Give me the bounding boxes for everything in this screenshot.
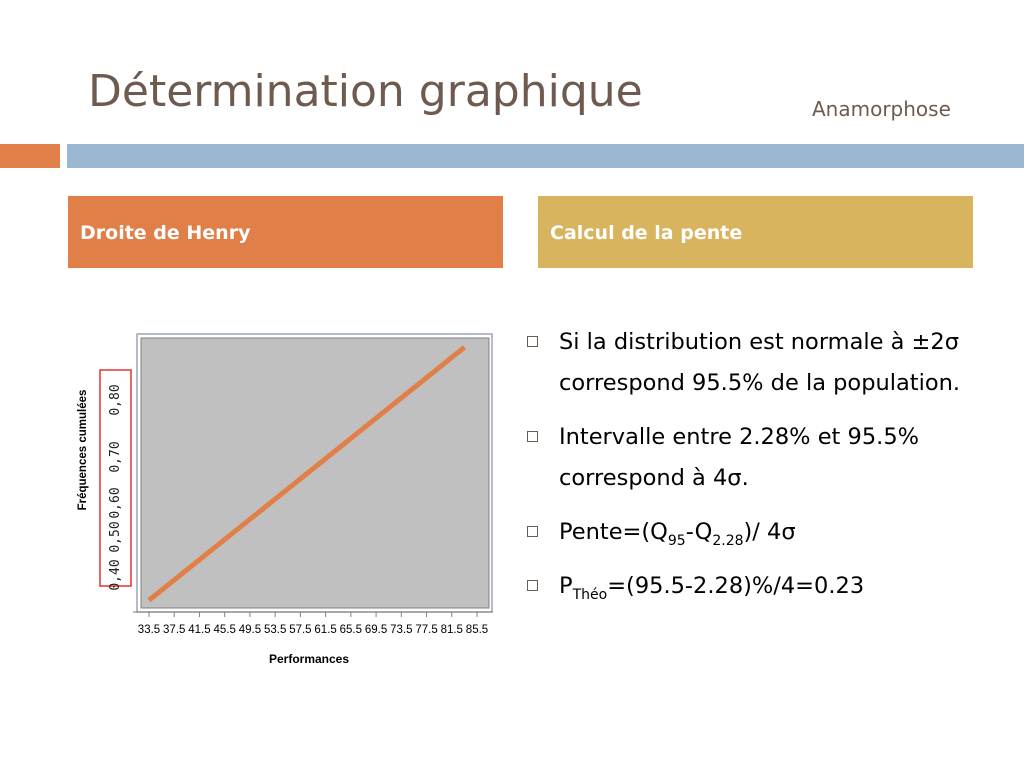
header-calcul-pente: Calcul de la pente [538, 196, 973, 268]
henry-line-chart [62, 320, 502, 680]
x-tick-label: 37.5 [163, 624, 186, 636]
bullet-item [524, 322, 994, 404]
square-bullet-icon [527, 580, 538, 591]
x-tick-label: 33.5 [137, 624, 161, 636]
square-bullet-icon [527, 336, 538, 347]
x-tick-label: 65.5 [339, 624, 363, 636]
x-tick-label: 45.5 [213, 624, 236, 636]
y-tick-label: 0,70 [108, 441, 123, 473]
bullet-text-prefix: P [559, 573, 573, 599]
y-axis-label: Fréquences cumulées [77, 389, 89, 511]
x-tick-label: 85.5 [465, 624, 489, 636]
subscript-95: 95 [667, 533, 686, 549]
x-tick-label: 73.5 [390, 624, 413, 636]
square-bullet-icon [527, 526, 538, 537]
y-tick-label: 0,40 [108, 559, 123, 591]
slide-title: Détermination graphique [88, 66, 643, 117]
slide-subtitle: Anamorphose [812, 97, 951, 121]
square-bullet-icon [527, 431, 538, 442]
x-tick-label: 69.5 [364, 624, 388, 636]
bullet-text-suffix: )/ 4σ [743, 519, 796, 545]
x-tick-label: 53.5 [263, 624, 287, 636]
accent-bar-blue [67, 144, 1024, 168]
x-tick-label: 61.5 [314, 624, 337, 636]
x-tick-label: 41.5 [188, 624, 211, 636]
bullet-text-suffix: =(95.5-2.28)%/4=0.23 [607, 573, 865, 599]
bullet-text: Si la distribution est normale à ±2σ correspond 95.5% de la population. [559, 329, 961, 396]
bullet-text-prefix: Pente=(Q [559, 519, 668, 545]
x-axis-label: Performances [268, 652, 350, 666]
bullet-text: Intervalle entre 2.28% et 95.5% correspond à 4σ. [559, 424, 920, 491]
subscript-theo: Théo [572, 587, 608, 603]
accent-bar-orange [0, 144, 60, 168]
y-tick-label: 0,60 [108, 487, 123, 519]
bullet-item [524, 566, 994, 607]
bullet-text-mid: -Q [685, 519, 713, 545]
x-tick-label: 57.5 [289, 624, 312, 636]
y-tick-label: 0,80 [108, 384, 123, 416]
header-droite-de-henry: Droite de Henry [68, 196, 503, 268]
x-tick-label: 77.5 [415, 624, 438, 636]
bullet-item [524, 417, 994, 499]
y-tick-label: 0,50 [108, 521, 123, 553]
bullet-list [524, 322, 994, 620]
subscript-2-28: 2.28 [712, 533, 744, 549]
x-tick-label: 49.5 [238, 624, 262, 636]
bullet-item [524, 512, 994, 553]
x-tick-label: 81.5 [440, 624, 463, 636]
